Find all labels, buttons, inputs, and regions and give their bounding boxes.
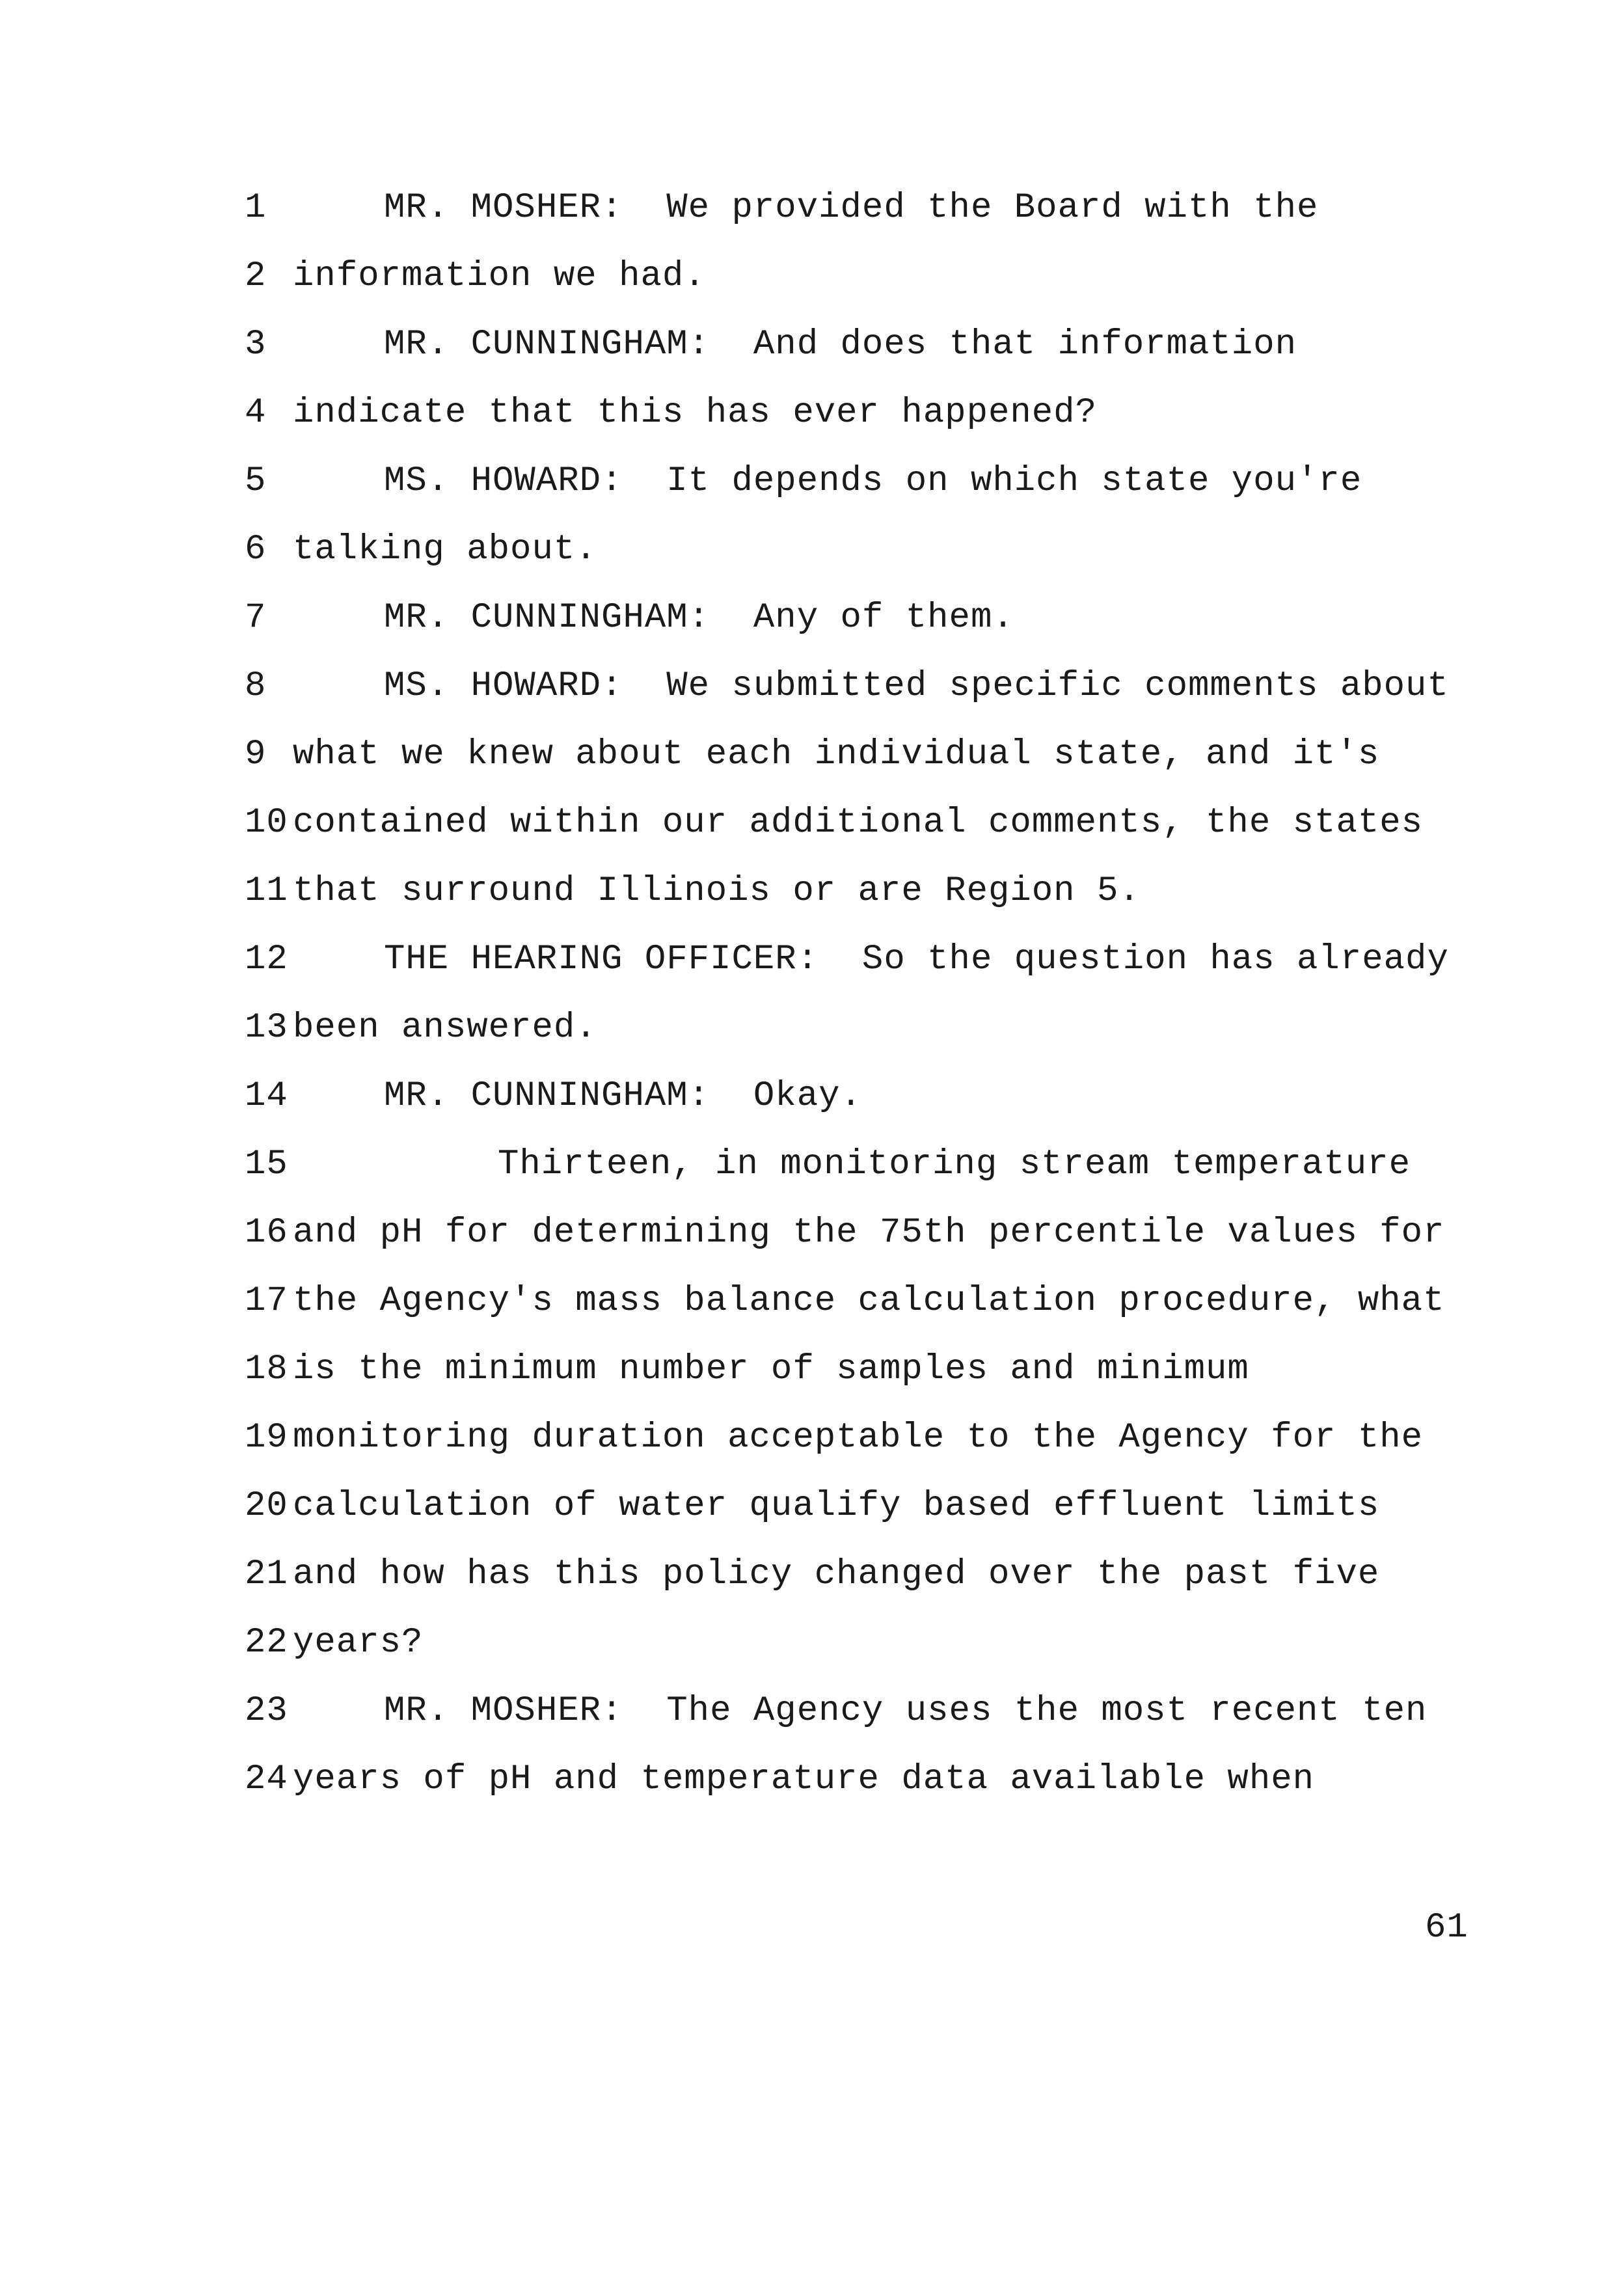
line-text: talking about.: [293, 530, 597, 569]
transcript-line: [0, 1135, 1624, 1194]
transcript-line: [0, 1750, 1624, 1809]
line-text: that surround Illinois or are Region 5.: [293, 871, 1141, 911]
transcript-line: [0, 316, 1624, 374]
line-number: 18: [245, 1350, 288, 1389]
line-text: information we had.: [293, 256, 706, 296]
transcript-line: [0, 1409, 1624, 1467]
line-number: 4: [245, 393, 267, 433]
transcript-line: [0, 930, 1624, 989]
line-number: 13: [245, 1008, 288, 1048]
transcript-line: [0, 1545, 1624, 1604]
line-text: years of pH and temperature data available when: [293, 1759, 1315, 1799]
transcript-line: [0, 521, 1624, 579]
line-text: indicate that this has ever happened?: [293, 393, 1097, 433]
transcript-line: [0, 384, 1624, 442]
transcript-line: [0, 1614, 1624, 1672]
line-text: MR. CUNNINGHAM: Any of them.: [384, 598, 1014, 638]
line-number: 1: [245, 188, 267, 228]
line-text: MS. HOWARD: We submitted specific comments about: [384, 666, 1449, 706]
line-text: MR. CUNNINGHAM: And does that information: [384, 325, 1297, 364]
line-number: 7: [245, 598, 267, 638]
line-text: MS. HOWARD: It depends on which state you're: [384, 461, 1362, 501]
line-number: 6: [245, 530, 267, 569]
line-text: what we knew about each individual state, and it's: [293, 735, 1380, 774]
transcript-line: [0, 1204, 1624, 1262]
transcript-line: [0, 452, 1624, 511]
line-text: MR. CUNNINGHAM: Okay.: [384, 1076, 862, 1116]
transcript-line: [0, 247, 1624, 306]
line-text: the Agency's mass balance calculation procedure, what: [293, 1281, 1445, 1321]
line-number: 12: [245, 940, 288, 979]
line-text: and how has this policy changed over the past five: [293, 1555, 1380, 1594]
transcript-line: [0, 657, 1624, 716]
line-text: MR. MOSHER: The Agency uses the most recent ten: [384, 1691, 1428, 1731]
page-number: 61: [1425, 1908, 1468, 1948]
line-text: contained within our additional comments, the states: [293, 803, 1424, 843]
transcript-line: [0, 794, 1624, 852]
transcript-line: [0, 862, 1624, 921]
line-number: 17: [245, 1281, 288, 1321]
line-number: 9: [245, 735, 267, 774]
line-number: 16: [245, 1213, 288, 1253]
line-text: MR. MOSHER: We provided the Board with the: [384, 188, 1319, 228]
line-number: 20: [245, 1486, 288, 1526]
line-text: is the minimum number of samples and minimum: [293, 1350, 1249, 1389]
transcript-line: [0, 1477, 1624, 1536]
transcript-line: [0, 1682, 1624, 1741]
line-text: been answered.: [293, 1008, 597, 1048]
line-number: 23: [245, 1691, 288, 1731]
transcript-line: [0, 179, 1624, 238]
line-text: monitoring duration acceptable to the Agency for the: [293, 1418, 1424, 1458]
transcript-line: [0, 726, 1624, 784]
line-text: years?: [293, 1623, 424, 1663]
line-text: THE HEARING OFFICER: So the question has already: [384, 940, 1449, 979]
transcript-line: [0, 1272, 1624, 1331]
line-number: 11: [245, 871, 288, 911]
transcript-line: [0, 1067, 1624, 1126]
line-number: 10: [245, 803, 288, 843]
transcript-line: [0, 1340, 1624, 1399]
line-text: Thirteen, in monitoring stream temperature: [498, 1145, 1411, 1184]
line-number: 3: [245, 325, 267, 364]
transcript-line: [0, 589, 1624, 647]
line-number: 15: [245, 1145, 288, 1184]
line-text: and pH for determining the 75th percentile values for: [293, 1213, 1445, 1253]
line-number: 14: [245, 1076, 288, 1116]
line-number: 19: [245, 1418, 288, 1458]
line-number: 5: [245, 461, 267, 501]
line-text: calculation of water qualify based effluent limits: [293, 1486, 1380, 1526]
line-number: 8: [245, 666, 267, 706]
line-number: 2: [245, 256, 267, 296]
line-number: 21: [245, 1555, 288, 1594]
line-number: 22: [245, 1623, 288, 1663]
transcript-line: [0, 999, 1624, 1057]
line-number: 24: [245, 1759, 288, 1799]
